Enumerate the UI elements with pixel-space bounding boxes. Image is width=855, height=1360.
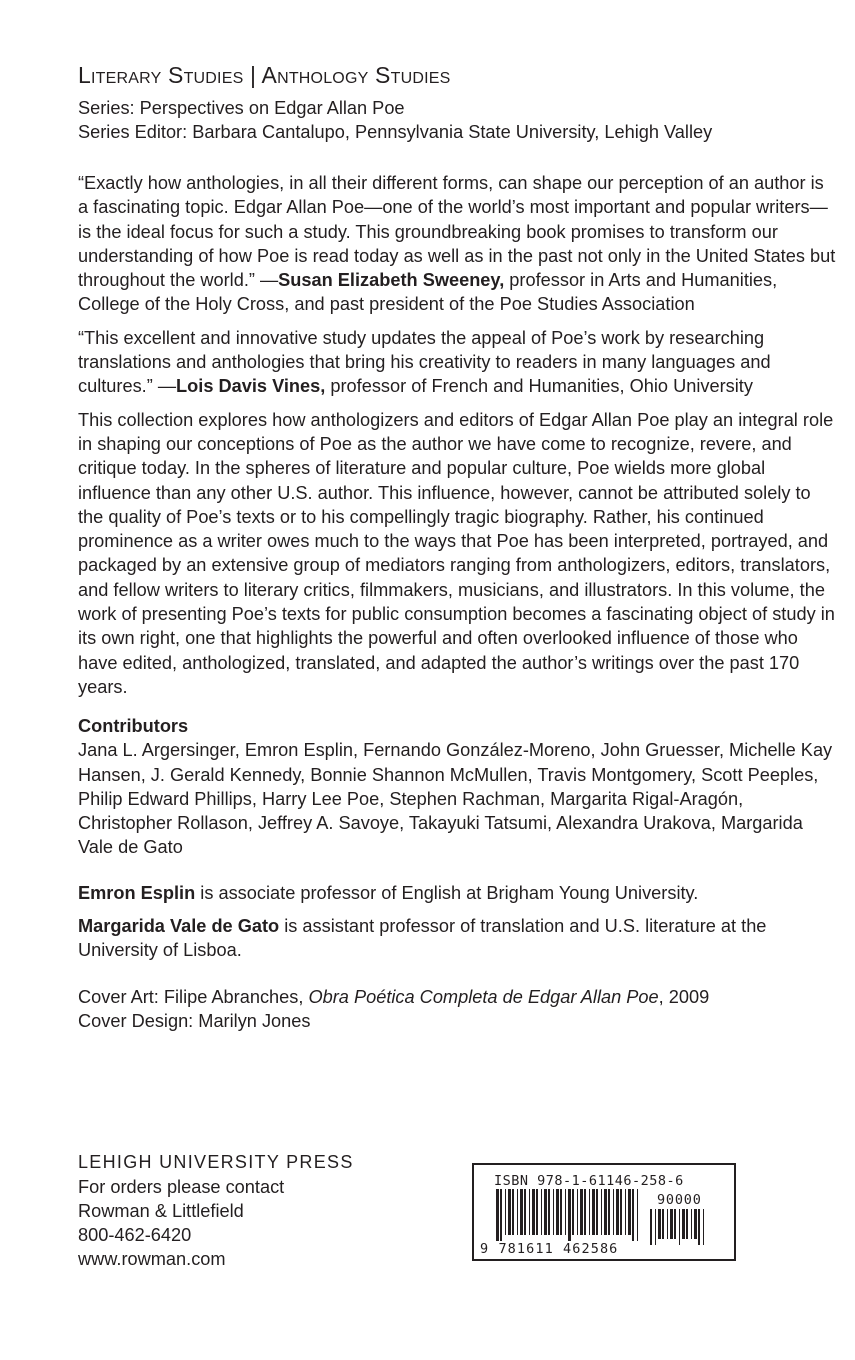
editor-bio-esplin [78, 881, 838, 905]
barcode-bar [637, 1189, 638, 1241]
barcode-bar [544, 1189, 547, 1235]
barcode-bar [496, 1189, 499, 1241]
editor-bio-vale-de-gato [78, 914, 838, 963]
isbn-addon-text: 90000 [657, 1192, 702, 1208]
website-link[interactable]: www.rowman.com [78, 1249, 226, 1269]
publisher-block [78, 1150, 438, 1271]
barcode-bar [580, 1189, 583, 1235]
editor-bio: is assistant professor of translation and U.S. literature at the University of Lisboa. [78, 916, 767, 961]
cover-art-year: , 2009 [658, 986, 710, 1007]
barcode-bar [655, 1209, 656, 1245]
cover-art-prefix: Cover Art: Filipe Abranches, [78, 986, 309, 1007]
barcode-bar [565, 1189, 566, 1235]
blurb-sweeney [78, 171, 838, 317]
barcode-bar [520, 1189, 523, 1235]
barcode-bar [613, 1189, 614, 1235]
barcode-bar [548, 1189, 550, 1235]
cover-art-title: Obra Poética Completa de Edgar Allan Poe [308, 986, 659, 1007]
series-editor-line: Series Editor: Barbara Cantalupo, Pennsylvania State University, Lehigh Valley [78, 122, 713, 142]
barcode-bar [616, 1189, 619, 1235]
blurb-affiliation: professor in Arts and Humanities, College of the Holy Cross, and past president of the Poe Studies Association [78, 270, 778, 315]
contributors-list: Jana L. Argersinger, Emron Esplin, Fernando González-Moreno, John Gruesser, Michelle Kay Hansen, J. Gerald Kennedy, Bonnie Shannon McMullen, Travis Montgomery, Scott Peeples, Philip Edward Phillips, Harry Lee Poe, Stephen Rachman, Margarita Rigal-Aragón, Christopher Rollason, Jeffrey A. Savoye, Takayuki Tatsumi, Alexandra Urakova, Margarida Vale de Gato [78, 740, 833, 858]
barcode-bar [553, 1189, 554, 1235]
barcode-bar [556, 1189, 559, 1235]
barcode-bar [532, 1189, 535, 1235]
barcode-digits: 9 781611 462586 [480, 1241, 619, 1257]
barcode-bar [601, 1189, 602, 1235]
barcode-bar [500, 1189, 502, 1241]
back-cover [78, 60, 838, 1033]
cover-art-credit [78, 985, 838, 1009]
barcode-bar [682, 1209, 685, 1239]
phone-line: 800-462-6420 [78, 1225, 192, 1245]
barcode-bar [667, 1209, 668, 1239]
isbn-barcode [472, 1163, 736, 1261]
barcode-bar [694, 1209, 697, 1239]
series-line: Series: Perspectives on Edgar Allan Poe [78, 98, 405, 118]
editor-name: Emron Esplin [78, 882, 196, 903]
barcode-bar [604, 1189, 607, 1235]
publisher-name: LEHIGH UNIVERSITY PRESS [78, 1152, 354, 1172]
barcode-addon-bars [650, 1209, 704, 1245]
blurb-author: Susan Elizabeth Sweeney, [278, 270, 505, 291]
barcode-bar [625, 1189, 626, 1235]
barcode-bar [584, 1189, 586, 1235]
contributors-heading: Contributors [78, 716, 189, 737]
barcode-bar [517, 1189, 518, 1235]
barcode-bar [658, 1209, 661, 1239]
orders-line: For orders please contact [78, 1177, 285, 1197]
editor-name: Margarida Vale de Gato [78, 916, 280, 937]
blurb-vines [78, 326, 838, 399]
barcode-bar [572, 1189, 574, 1235]
barcode-bar [703, 1209, 704, 1245]
blurb-author: Lois Davis Vines, [176, 376, 326, 397]
barcode-bar [592, 1189, 595, 1235]
barcode-bar [650, 1209, 652, 1245]
barcode-bar [608, 1189, 610, 1235]
distributor-line: Rowman & Littlefield [78, 1201, 244, 1221]
category-heading: Literary Studies | Anthology Studies [78, 62, 451, 88]
barcode-bar [632, 1189, 634, 1241]
barcode-bar [698, 1209, 700, 1245]
barcode-bar [589, 1189, 590, 1235]
barcode-bar [508, 1189, 511, 1235]
barcode-main-bars [496, 1189, 638, 1241]
barcode-bar [512, 1189, 514, 1235]
barcode-bar [679, 1209, 680, 1245]
editor-bio: is associate professor of English at Brigham Young University. [195, 882, 699, 903]
barcode-bar [529, 1189, 530, 1235]
blurb-quote: “Exactly how anthologies, in all their different forms, can shape our perception of an author is a fascinating topic. Edgar Allan Poe—one of the world’s most important and popular writers—is the ideal focus for such a study. This groundbreaking book promises to transform our understanding of how Poe is read today as well as in the past not only in the United States but throughout the world.” — [78, 173, 836, 291]
barcode-bar [577, 1189, 578, 1235]
barcode-bar [536, 1189, 538, 1235]
isbn-text: ISBN 978-1-61146-258-6 [494, 1173, 684, 1189]
barcode-bar [560, 1189, 562, 1235]
barcode-bar [662, 1209, 664, 1239]
blurb-affiliation: professor of French and Humanities, Ohio University [325, 376, 753, 397]
book-description: This collection explores how anthologizers and editors of Edgar Allan Poe play an integral role in shaping our conceptions of Poe as the author we have come to recognize, revere, and critique today. In the spheres of literature and popular culture, Poe wields more global influence than any other U.S. author. This influence, however, cannot be attributed solely to the quality of Poe’s texts or to his compellingly tragic biography. Rather, his continued prominence as a writer owes much to the ways that Poe has been interpreted, portrayed, and packaged by an extensive group of mediators ranging from anthologizers, editors, translators, and fellow writers to literary critics, filmmakers, musicians, and illustrators. In this volume, the work of presenting Poe’s texts for public consumption becomes a fascinating object of study in its own right, one that highlights the powerful and often overlooked influence of those who have edited, anthologized, translated, and adapted the author’s writings over the past 170 years. [78, 409, 835, 697]
barcode-bar [524, 1189, 526, 1235]
cover-design-credit: Cover Design: Marilyn Jones [78, 1010, 311, 1031]
barcode-bar [596, 1189, 598, 1235]
barcode-bar [686, 1209, 688, 1239]
barcode-bar [670, 1209, 673, 1239]
barcode-bar [628, 1189, 631, 1235]
blurb-quote: “This excellent and innovative study updates the appeal of Poe’s work by researching translations and anthologies that bring his creativity to readers in many languages and cultures.” — [78, 327, 771, 397]
barcode-bar [505, 1189, 506, 1235]
barcode-bar [674, 1209, 676, 1239]
barcode-bar [568, 1189, 571, 1241]
barcode-bar [620, 1189, 622, 1235]
barcode-bar [541, 1189, 542, 1235]
barcode-bar [691, 1209, 692, 1239]
